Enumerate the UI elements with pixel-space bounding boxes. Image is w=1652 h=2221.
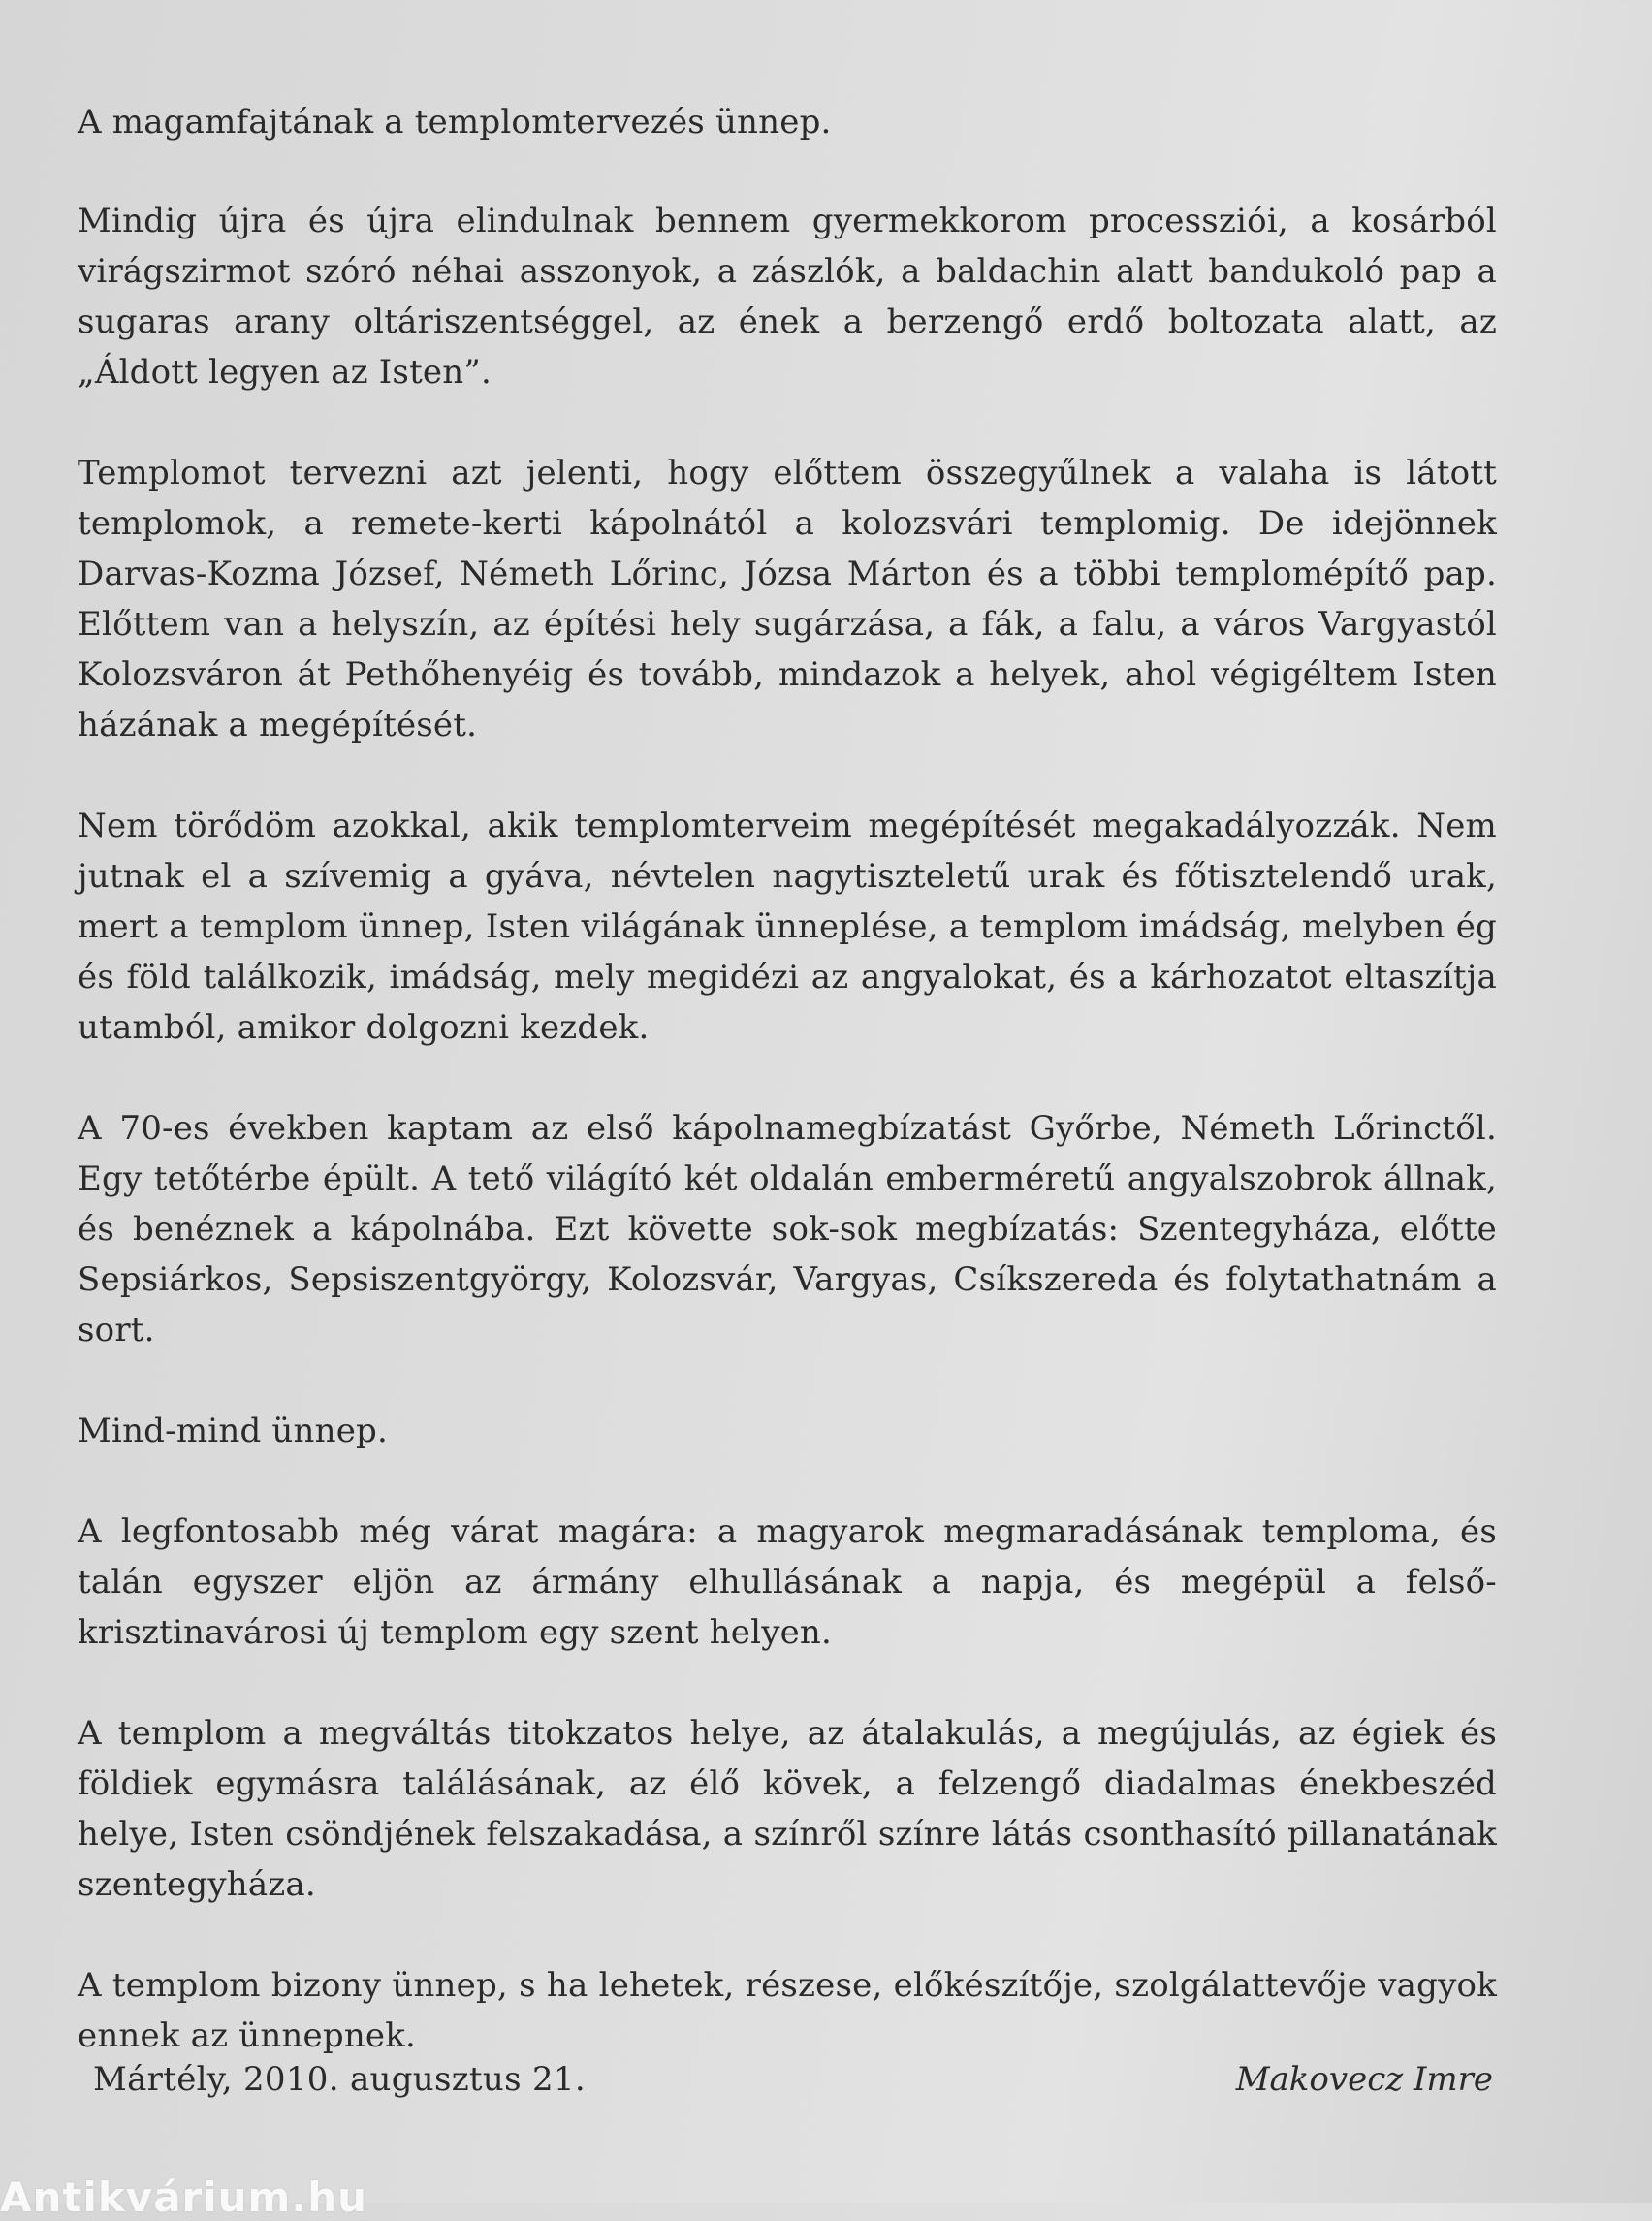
- signature-row: [93, 2060, 1493, 2099]
- paragraph-obstacles: Nem törődöm azokkal, akik templomterveim megépítését megakadályozzák. Nem jutnak el a szívemig a gyáva, névtelen nagytiszteletű urak és főtisztelendő urak, mert a templom ünnep, Isten világának ünneplése, a templom imádság, melyben ég és föld találkozik, imádság, mely megidézi az angyalokat, és a kárhozatot eltaszítja utamból, amikor dolgozni kezdek.: [78, 807, 1497, 1047]
- paragraph-church-design-meaning: Templomot tervezni azt jelenti, hogy előttem összegyűlnek a valaha is látott templomok, a remete-kerti kápolnától a kolozsvári templomig. De idejönnek Darvas-Kozma József, Németh Lőrinc, Józsa Márton és a többi templomépítő pap. Előttem van a helyszín, az építési hely sugárzása, a fák, a falu, a város Vargyastól Kolozsváron át Pethőhenyéig és tovább, mindazok a helyek, ahol végigéltem Isten házának a megépítését.: [78, 454, 1497, 745]
- paragraph-most-important: A legfontosabb még várat magára: a magyarok megmaradásának temploma, és talán egyszer eljön az ármány elhullásának a napja, és megépül a felső-krisztinavárosi új templom egy szent helyen.: [78, 1512, 1497, 1652]
- author-signature: Makovecz Imre: [1235, 2060, 1493, 2099]
- watermark: Antikvárium.hu: [0, 2173, 368, 2221]
- paragraph-childhood-processions: Mindig újra és újra elindulnak bennem gyermekkorom processziói, a kosárból virágszirmot szóró néhai asszonyok, a zászlók, a baldachin alatt bandukoló pap a sugaras arany oltáriszentséggel, az ének a berzengő erdő boltozata alatt, az „Áldott legyen az Isten”.: [78, 202, 1497, 392]
- paragraph-closing: A templom bizony ünnep, s ha lehetek, részese, előkészítője, szolgálattevője vagyok ennek az ünnepnek.: [78, 1966, 1497, 2055]
- paragraph-intro: A magamfajtának a templomtervezés ünnep.: [78, 103, 832, 142]
- paragraph-redemption: A templom a megváltás titokzatos helye, az átalakulás, a megújulás, az égiek és földiek egymásra találásának, az élő kövek, a felzengő diadalmas énekbeszéd helye, Isten csöndjének felszakadása, a színről színre látás csonthasító pillanatának szentegyháza.: [78, 1714, 1497, 1904]
- paragraph-first-commission: A 70-es években kaptam az első kápolnamegbízatást Győrbe, Németh Lőrinctől. Egy tetőtérbe épült. A tető világító két oldalán emberméretű angyalszobrok állnak, és benéznek a kápolnába. Ezt követte sok-sok megbízatás: Szentegyháza, előtte Sepsiárkos, Sepsiszentgyörgy, Kolozsvár, Vargyas, Csíkszereda és folytathatnám a sort.: [78, 1109, 1497, 1349]
- paragraph-celebration: Mind-mind ünnep.: [78, 1412, 389, 1450]
- place-date: Mártély, 2010. augusztus 21.: [93, 2060, 586, 2099]
